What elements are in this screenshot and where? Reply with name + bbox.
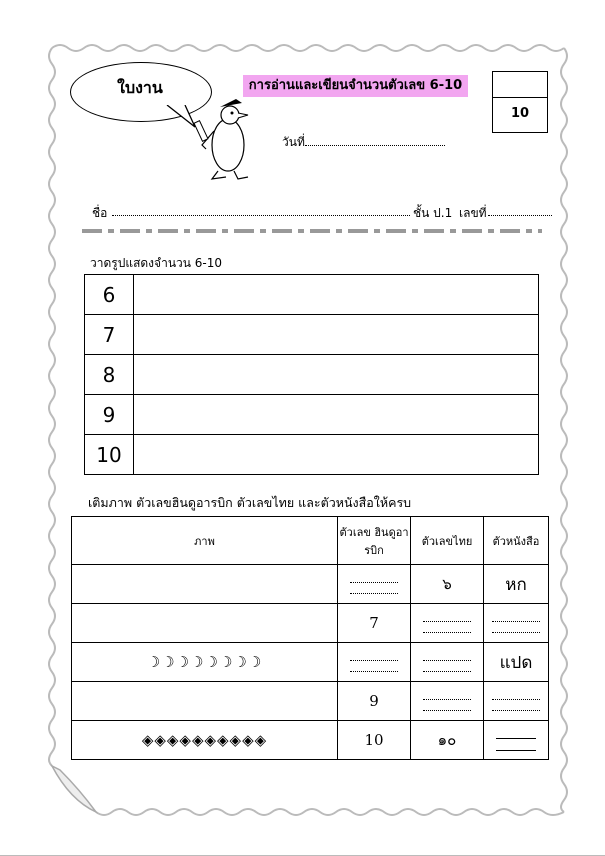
name-field[interactable] bbox=[112, 215, 410, 216]
table-row bbox=[85, 355, 539, 395]
picture-cell[interactable] bbox=[72, 604, 338, 643]
section1-instruction: วาดรูปแสดงจำนวน 6-10 bbox=[90, 256, 223, 270]
picture-cell[interactable] bbox=[72, 682, 338, 721]
table-row bbox=[72, 721, 549, 760]
word-cell: หก bbox=[484, 565, 549, 604]
student-number-label: เลขที่ bbox=[459, 206, 487, 220]
word-cell[interactable] bbox=[484, 682, 549, 721]
row-number: 10 bbox=[85, 435, 134, 475]
date-field[interactable] bbox=[305, 145, 445, 146]
header-arabic: ตัวเลข ฮินดูอารบิก bbox=[338, 517, 411, 565]
drawing-area[interactable] bbox=[134, 275, 539, 315]
table-header-row bbox=[72, 517, 549, 565]
row-number: 6 bbox=[85, 275, 134, 315]
table-row bbox=[72, 682, 549, 721]
class-label: ชั้น ป.1 bbox=[413, 206, 453, 220]
table-row bbox=[72, 643, 549, 682]
diamond-pictures: ◈◈◈◈◈◈◈◈◈◈ bbox=[72, 721, 338, 760]
picture-cell[interactable] bbox=[72, 565, 338, 604]
drawing-area[interactable] bbox=[134, 315, 539, 355]
header-picture: ภาพ bbox=[72, 517, 338, 565]
thai-cell: ๑๐ bbox=[411, 721, 484, 760]
table-row bbox=[72, 604, 549, 643]
total-score: 10 bbox=[510, 106, 530, 121]
worksheet-label: ใบงาน bbox=[117, 78, 163, 97]
thai-cell[interactable] bbox=[411, 643, 484, 682]
word-cell[interactable] bbox=[484, 721, 549, 760]
table-row bbox=[85, 315, 539, 355]
name-label: ชื่อ bbox=[92, 206, 108, 220]
date-label: วันที่ bbox=[282, 135, 305, 149]
row-number: 9 bbox=[85, 395, 134, 435]
arabic-cell: 10 bbox=[338, 721, 411, 760]
drawing-area[interactable] bbox=[134, 355, 539, 395]
section-divider bbox=[82, 229, 542, 233]
student-number-field[interactable] bbox=[488, 215, 552, 216]
drawing-table bbox=[84, 274, 539, 475]
table-row bbox=[85, 395, 539, 435]
arabic-cell: 9 bbox=[338, 682, 411, 721]
drawing-area[interactable] bbox=[134, 395, 539, 435]
arabic-cell: 7 bbox=[338, 604, 411, 643]
drawing-area[interactable] bbox=[134, 435, 539, 475]
thai-cell: ๖ bbox=[411, 565, 484, 604]
word-cell: แปด bbox=[484, 643, 549, 682]
row-number: 8 bbox=[85, 355, 134, 395]
score-box bbox=[492, 71, 548, 133]
number-table bbox=[71, 516, 549, 760]
penguin-mascot-icon bbox=[192, 95, 262, 185]
table-row bbox=[85, 435, 539, 475]
word-cell[interactable] bbox=[484, 604, 549, 643]
arabic-cell[interactable] bbox=[338, 565, 411, 604]
table-row bbox=[72, 565, 549, 604]
thai-cell[interactable] bbox=[411, 682, 484, 721]
header-thai: ตัวเลขไทย bbox=[411, 517, 484, 565]
moon-pictures: ☽☽☽☽☽☽☽☽ bbox=[72, 643, 338, 682]
arabic-cell[interactable] bbox=[338, 643, 411, 682]
header-word: ตัวหนังสือ bbox=[484, 517, 549, 565]
row-number: 7 bbox=[85, 315, 134, 355]
section2-instruction: เติมภาพ ตัวเลขฮินดูอารบิก ตัวเลขไทย และตัวหนังสือให้ครบ bbox=[88, 495, 412, 510]
thai-cell[interactable] bbox=[411, 604, 484, 643]
score-divider bbox=[492, 97, 548, 98]
worksheet-title: การอ่านและเขียนจำนวนตัวเลข 6-10 bbox=[243, 75, 468, 97]
table-row bbox=[85, 275, 539, 315]
